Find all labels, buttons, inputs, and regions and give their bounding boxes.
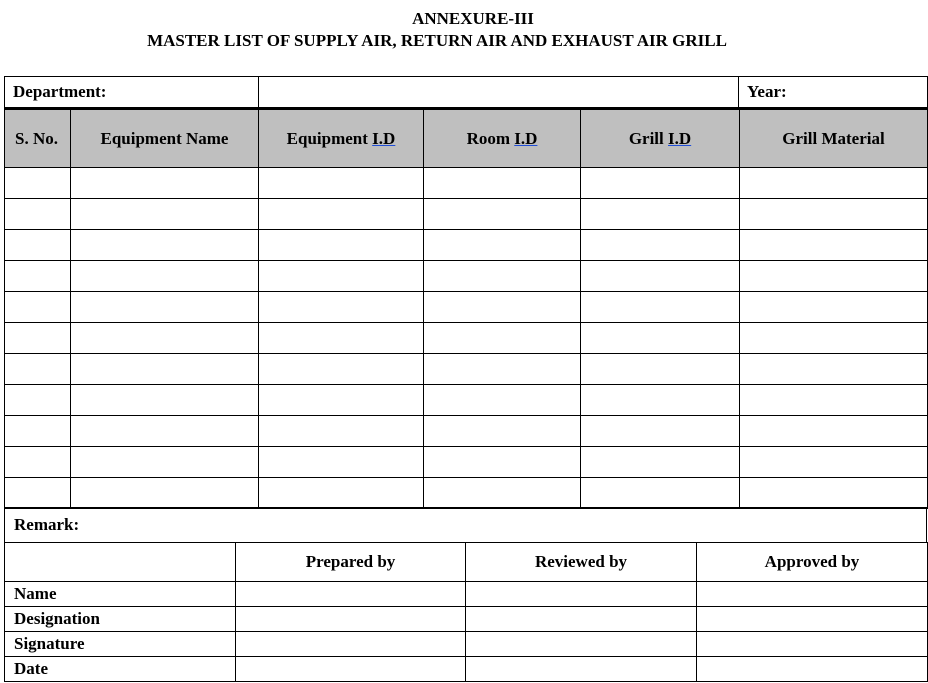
- table-cell[interactable]: [424, 447, 581, 478]
- document-title-block: [0, 8, 928, 52]
- reviewed-by-date-cell[interactable]: [466, 657, 697, 682]
- column-header-room-id: [424, 109, 581, 168]
- grill-master-table: [4, 108, 928, 509]
- table-cell[interactable]: [740, 478, 928, 509]
- table-cell[interactable]: [5, 168, 71, 199]
- table-cell[interactable]: [581, 199, 740, 230]
- table-cell[interactable]: [5, 199, 71, 230]
- table-cell[interactable]: [424, 261, 581, 292]
- prepared-by-header: Prepared by: [236, 543, 466, 582]
- designation-label: Designation: [5, 607, 236, 632]
- table-cell[interactable]: [581, 416, 740, 447]
- table-cell[interactable]: [424, 199, 581, 230]
- table-cell[interactable]: [424, 168, 581, 199]
- table-cell[interactable]: [259, 292, 424, 323]
- table-row: [5, 292, 928, 323]
- approved-by-date-cell[interactable]: [697, 657, 928, 682]
- prepared-by-date-cell[interactable]: [236, 657, 466, 682]
- table-cell[interactable]: [71, 230, 259, 261]
- reviewed-by-header: Reviewed by: [466, 543, 697, 582]
- table-cell[interactable]: [740, 447, 928, 478]
- table-cell[interactable]: [71, 354, 259, 385]
- table-cell[interactable]: [71, 168, 259, 199]
- prepared-by-signature-cell[interactable]: [236, 632, 466, 657]
- table-cell[interactable]: [259, 230, 424, 261]
- table-cell[interactable]: [581, 354, 740, 385]
- table-cell[interactable]: [71, 447, 259, 478]
- table-cell[interactable]: [424, 354, 581, 385]
- table-cell[interactable]: [740, 385, 928, 416]
- reviewed-by-name-cell[interactable]: [466, 582, 697, 607]
- table-cell[interactable]: [424, 292, 581, 323]
- room-id-prefix: Room: [466, 128, 511, 148]
- table-cell[interactable]: [581, 478, 740, 509]
- table-cell[interactable]: [740, 323, 928, 354]
- table-body: [5, 168, 928, 509]
- department-year-table: [4, 76, 928, 108]
- approved-by-signature-cell[interactable]: [697, 632, 928, 657]
- table-cell[interactable]: [71, 199, 259, 230]
- room-id-abbrev: I.D: [514, 128, 538, 148]
- table-cell[interactable]: [424, 478, 581, 509]
- table-row: [5, 354, 928, 385]
- signoff-row-signature: [5, 632, 928, 657]
- table-cell[interactable]: [259, 385, 424, 416]
- table-cell[interactable]: [259, 199, 424, 230]
- signoff-row-name: [5, 582, 928, 607]
- table-cell[interactable]: [71, 292, 259, 323]
- approved-by-designation-cell[interactable]: [697, 607, 928, 632]
- table-cell[interactable]: [71, 416, 259, 447]
- table-row: [5, 261, 928, 292]
- column-header-equipment-name: Equipment Name: [71, 109, 259, 168]
- reviewed-by-signature-cell[interactable]: [466, 632, 697, 657]
- table-cell[interactable]: [740, 199, 928, 230]
- prepared-by-designation-cell[interactable]: [236, 607, 466, 632]
- table-cell[interactable]: [5, 323, 71, 354]
- reviewed-by-designation-cell[interactable]: [466, 607, 697, 632]
- table-cell[interactable]: [5, 385, 71, 416]
- grill-id-prefix: Grill: [628, 128, 664, 148]
- approved-by-header: Approved by: [697, 543, 928, 582]
- year-field[interactable]: Year:: [739, 77, 928, 108]
- table-cell[interactable]: [71, 385, 259, 416]
- table-row: [5, 199, 928, 230]
- table-cell[interactable]: [740, 261, 928, 292]
- table-row: [5, 447, 928, 478]
- table-cell[interactable]: [259, 478, 424, 509]
- equipment-id-prefix: Equipment: [286, 128, 368, 148]
- table-cell[interactable]: [581, 447, 740, 478]
- remark-field[interactable]: Remark:: [5, 508, 927, 543]
- signoff-row-designation: [5, 607, 928, 632]
- table-cell[interactable]: [581, 168, 740, 199]
- table-cell[interactable]: [740, 168, 928, 199]
- column-header-sno: S. No.: [5, 109, 71, 168]
- signoff-corner-cell: [5, 543, 236, 582]
- table-cell[interactable]: [259, 168, 424, 199]
- prepared-by-name-cell[interactable]: [236, 582, 466, 607]
- table-cell[interactable]: [5, 261, 71, 292]
- table-cell[interactable]: [740, 292, 928, 323]
- table-cell[interactable]: [71, 478, 259, 509]
- table-cell[interactable]: [581, 292, 740, 323]
- table-cell[interactable]: [259, 447, 424, 478]
- department-label: Department:: [5, 77, 259, 108]
- table-cell[interactable]: [5, 230, 71, 261]
- table-cell[interactable]: [424, 385, 581, 416]
- grill-id-abbrev: I.D: [668, 128, 692, 148]
- table-cell[interactable]: [5, 292, 71, 323]
- table-cell[interactable]: [5, 478, 71, 509]
- equipment-id-abbrev: I.D: [372, 128, 396, 148]
- column-header-grill-material: Grill Material: [740, 109, 928, 168]
- table-row: [5, 230, 928, 261]
- signoff-header-row: [5, 543, 928, 582]
- column-header-grill-id: [581, 109, 740, 168]
- table-row: [5, 478, 928, 509]
- table-header-row: [5, 109, 928, 168]
- annexure-heading: ANNEXURE-III: [412, 9, 534, 28]
- table-cell[interactable]: [71, 261, 259, 292]
- table-row: [5, 323, 928, 354]
- table-cell[interactable]: [740, 416, 928, 447]
- table-cell[interactable]: [581, 261, 740, 292]
- remark-table: [4, 507, 927, 543]
- table-cell[interactable]: [259, 323, 424, 354]
- table-cell[interactable]: [581, 230, 740, 261]
- table-cell[interactable]: [259, 261, 424, 292]
- page-title: MASTER LIST OF SUPPLY AIR, RETURN AIR AND EXHAUST AIR GRILL: [147, 31, 727, 50]
- department-field[interactable]: [259, 77, 739, 108]
- name-label: Name: [5, 582, 236, 607]
- table-row: [5, 416, 928, 447]
- table-cell[interactable]: [424, 230, 581, 261]
- signoff-table: [4, 542, 928, 682]
- table-row: [5, 385, 928, 416]
- table-cell[interactable]: [740, 354, 928, 385]
- signature-label: Signature: [5, 632, 236, 657]
- table-cell[interactable]: [259, 354, 424, 385]
- table-cell[interactable]: [581, 385, 740, 416]
- table-cell[interactable]: [5, 354, 71, 385]
- date-label: Date: [5, 657, 236, 682]
- table-cell[interactable]: [5, 416, 71, 447]
- table-cell[interactable]: [581, 323, 740, 354]
- table-cell[interactable]: [740, 230, 928, 261]
- table-cell[interactable]: [259, 416, 424, 447]
- table-cell[interactable]: [424, 323, 581, 354]
- signoff-row-date: [5, 657, 928, 682]
- table-cell[interactable]: [5, 447, 71, 478]
- table-cell[interactable]: [424, 416, 581, 447]
- approved-by-name-cell[interactable]: [697, 582, 928, 607]
- table-row: [5, 168, 928, 199]
- table-cell[interactable]: [71, 323, 259, 354]
- column-header-equipment-id: [259, 109, 424, 168]
